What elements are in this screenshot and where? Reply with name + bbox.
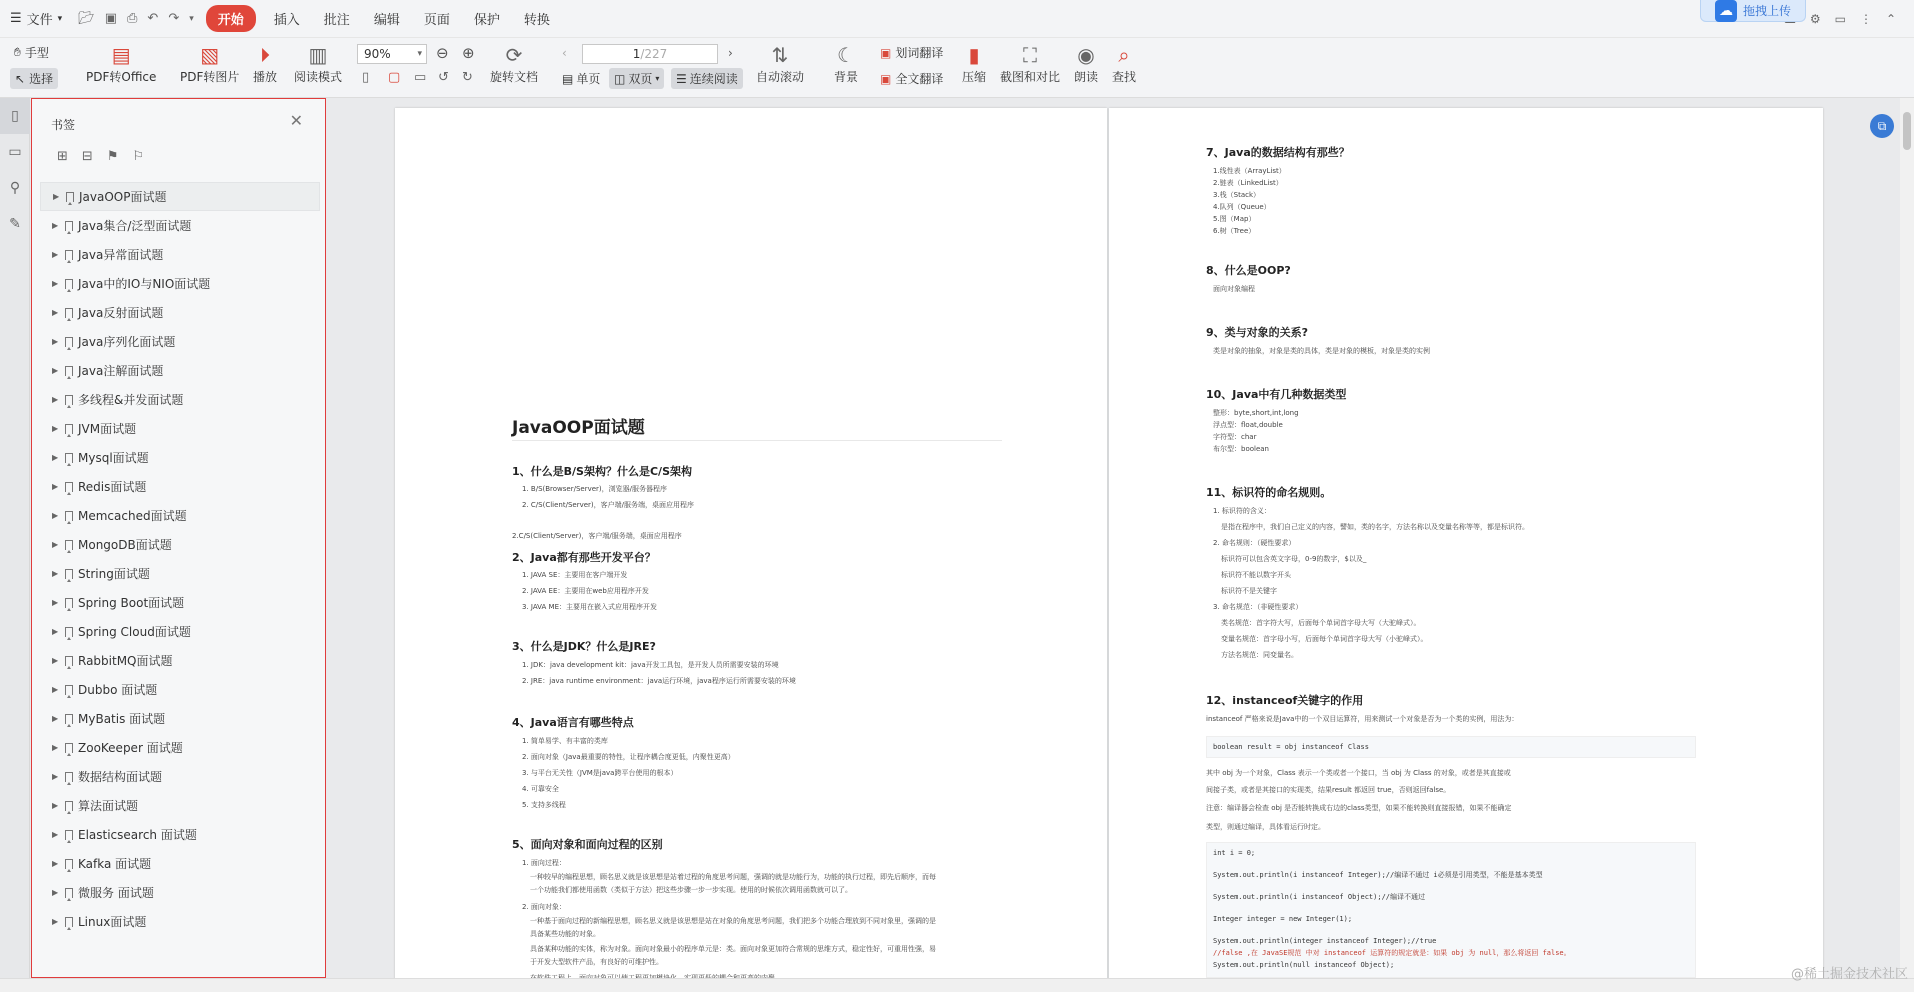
- code-line: int i = 0;: [1213, 849, 1256, 857]
- bookmark-item[interactable]: [40, 385, 320, 414]
- bookmark-label: Java序列化面试题: [78, 335, 176, 349]
- bookmark-item[interactable]: [40, 907, 320, 936]
- bookmark-item[interactable]: [40, 646, 320, 675]
- expand-arrow-icon[interactable]: ▶: [52, 395, 59, 404]
- section-text: 注意：编译器会检查 obj 是否能转换成右边的class类型，如果不能转换则直接报错，如果不能确定: [1206, 804, 1512, 812]
- code-line: Integer integer = new Integer(1);: [1213, 915, 1353, 923]
- status-bar: [0, 978, 1914, 992]
- hamburger-icon: ☰: [10, 11, 22, 26]
- bookmark-item[interactable]: [40, 327, 320, 356]
- rotate-document-label: 旋转文档: [490, 70, 539, 84]
- bookmark-item[interactable]: [40, 443, 320, 472]
- code-line: System.out.println(null instanceof Object);: [1213, 961, 1395, 969]
- bookmark-label: JavaOOP面试题: [79, 190, 167, 204]
- bookmark-label: Java集合/泛型面试题: [78, 219, 192, 233]
- section-text: 一个功能我们都使用函数（类似于方法）把这些步骤一步一步实现。使用的时候依次调用函数就可以了。: [530, 886, 852, 894]
- pdf-to-office-button[interactable]: [86, 42, 156, 85]
- moon-icon: ☾: [837, 43, 855, 67]
- bookmark-flag-icon: [65, 366, 73, 376]
- section-text: 1. B/S(Browser/Server)，浏览器/服务器程序: [522, 485, 668, 493]
- bookmark-item[interactable]: [40, 559, 320, 588]
- section-text: 一种基于面向过程的新编程思想，顾名思义就是该思想是站在对象的角度思考问题，我们把多个功能合理放到不同对象里，强调的是: [530, 917, 936, 925]
- section-text: 类名规范：首字符大写，后面每个单词首字母大写（大驼峰式）。: [1221, 619, 1421, 627]
- scrollbar-thumb[interactable]: [1903, 112, 1911, 150]
- expand-arrow-icon[interactable]: ▶: [52, 656, 59, 665]
- bookmark-label: Kafka 面试题: [78, 857, 152, 871]
- section-text: 一种较早的编程思想，顾名思义就是该思想是站着过程的角度思考问题，强调的就是功能行为，功能的执行过程，即先后顺序，而每: [530, 873, 936, 881]
- full-translate-icon: ▣: [880, 71, 892, 86]
- cloud-upload-icon: ☁: [1715, 0, 1737, 22]
- section-text: 1. JAVA SE：主要用在客户端开发: [522, 571, 628, 579]
- code-line: System.out.println(i instanceof Object);//编译不通过: [1213, 893, 1426, 901]
- section-heading: 5、面向对象和面向过程的区别: [512, 838, 663, 851]
- single-page-label: 单页: [576, 72, 601, 86]
- bookmark-label: Spring Boot面试题: [78, 596, 185, 610]
- bookmark-label: 微服务 面试题: [78, 886, 154, 900]
- bookmark-item[interactable]: [40, 182, 320, 211]
- expand-arrow-icon[interactable]: ▶: [52, 453, 59, 462]
- section-text: 标识符可以包含英文字母，0-9的数字，$以及_: [1221, 555, 1367, 563]
- section-text: 1. 面向过程：: [522, 859, 566, 867]
- bookmark-flag-icon: [65, 598, 73, 608]
- double-page-icon: ◫: [614, 71, 626, 86]
- actual-size-icon[interactable]: ▭: [414, 70, 427, 85]
- read-aloud-button[interactable]: [1074, 42, 1098, 85]
- bookmark-label: Redis面试题: [78, 480, 147, 494]
- bookmark-label: JVM面试题: [78, 422, 137, 436]
- compress-label: 压缩: [962, 70, 987, 84]
- read-aloud-label: 朗读: [1074, 70, 1099, 84]
- bookmark-flag-icon: [65, 453, 73, 463]
- section-heading: 9、类与对象的关系?: [1206, 326, 1309, 339]
- full-translate-label: 全文翻译: [895, 72, 944, 86]
- bookmark-item[interactable]: [40, 733, 320, 762]
- ribbon-toolbar: [0, 38, 1914, 98]
- code-block: [1206, 842, 1696, 978]
- tab-annotate[interactable]: 批注: [323, 13, 350, 28]
- fit-width-icon[interactable]: ▯: [362, 70, 370, 85]
- bookmark-label: Java异常面试题: [78, 248, 164, 262]
- document-page-left: [395, 108, 1107, 983]
- section-text: 于开发大型软件产品，有良好的可维护性。: [530, 958, 663, 966]
- zoom-select[interactable]: [357, 44, 427, 64]
- bookmark-flag-icon: [65, 801, 73, 811]
- fit-page-icon[interactable]: ▢: [388, 70, 401, 85]
- select-tool-button[interactable]: [10, 68, 58, 89]
- section-heading: 4、Java语言有哪些特点: [512, 716, 634, 729]
- chevron-down-icon: ▾: [655, 74, 660, 83]
- save-icon[interactable]: ▣: [104, 11, 118, 26]
- bookmark-item[interactable]: [40, 588, 320, 617]
- auto-scroll-label: 自动滚动: [756, 70, 805, 84]
- compress-icon: ▮: [968, 43, 980, 67]
- expand-arrow-icon[interactable]: ▶: [52, 714, 59, 723]
- watermark: @稀土掘金技术社区: [1790, 967, 1908, 982]
- redo-icon[interactable]: ↷: [168, 11, 180, 26]
- section-text: instanceof 严格来说是Java中的一个双目运算符，用来测试一个对象是否为一个类的实例，用法为：: [1206, 715, 1519, 723]
- bookmark-label: ZooKeeper 面试题: [78, 741, 183, 755]
- section-text: 是指在程序中，我们自己定义的内容，譬如，类的名字，方法名称以及变量名称等等，都是标识符。: [1221, 523, 1529, 531]
- play-icon: ⏵: [260, 43, 270, 67]
- expand-arrow-icon[interactable]: ▶: [52, 627, 59, 636]
- bookmark-flag-icon: [65, 337, 73, 347]
- section-text: 5. 支持多线程: [522, 801, 566, 809]
- single-page-icon: ▤: [562, 71, 574, 86]
- book-icon: ▥: [308, 43, 328, 67]
- bookmark-item[interactable]: [40, 356, 320, 385]
- chevron-down-icon: ▾: [57, 13, 63, 24]
- menu-bar: [0, 0, 1914, 38]
- code-line: //false ,在 JavaSE规范 中对 instanceof 运算符的规定就是：如果 obj 为 null，那么将返回 false。: [1213, 949, 1571, 957]
- expand-arrow-icon[interactable]: ▶: [52, 685, 59, 694]
- tab-page[interactable]: 页面: [423, 13, 450, 28]
- play-label: 播放: [253, 70, 278, 84]
- bookmark-flag-icon: [65, 221, 73, 231]
- bookmark-flag-icon: [65, 714, 73, 724]
- pdf-word-icon: ▤: [111, 43, 131, 67]
- open-icon[interactable]: 📂︎: [78, 11, 95, 26]
- add-bookmark-icon[interactable]: ⚑: [106, 149, 119, 164]
- section-text: 2. JAVA EE：主要用在web应用程序开发: [522, 587, 649, 595]
- section-heading: 12、instanceof关键字的作用: [1206, 694, 1364, 707]
- upload-label: 拖拽上传: [1742, 4, 1791, 18]
- section-text: 1. 标识符的含义：: [1213, 507, 1271, 515]
- code-line: boolean result = obj instanceof Class: [1213, 743, 1369, 751]
- expand-arrow-icon[interactable]: ▶: [52, 279, 59, 288]
- section-text: 1. 简单易学、有丰富的类库: [522, 737, 608, 745]
- section-text: 6.树（Tree）: [1213, 227, 1256, 235]
- bookmark-list: [40, 182, 320, 936]
- section-text: 2.链表（LinkedList）: [1213, 179, 1283, 187]
- bookmark-panel-icon[interactable]: ▯: [0, 98, 30, 134]
- section-text: 类型，则通过编译，具体看运行时定。: [1206, 823, 1325, 831]
- next-page-icon[interactable]: ›: [728, 46, 733, 60]
- continuous-read-button[interactable]: [671, 68, 743, 89]
- bookmark-flag-icon: [66, 192, 74, 202]
- hand-tool-label: 手型: [24, 46, 49, 60]
- bookmark-flag-icon: [65, 279, 73, 289]
- bookmark-label: Dubbo 面试题: [78, 683, 158, 697]
- expand-arrow-icon[interactable]: ▶: [52, 772, 59, 781]
- signature-icon[interactable]: ✎: [9, 216, 21, 232]
- bookmark-label: MongoDB面试题: [78, 538, 172, 552]
- expand-arrow-icon[interactable]: ▶: [52, 540, 59, 549]
- double-page-button[interactable]: [609, 68, 664, 89]
- expand-arrow-icon[interactable]: ▶: [52, 366, 59, 375]
- expand-arrow-icon[interactable]: ▶: [52, 308, 59, 317]
- bookmark-item[interactable]: [40, 414, 320, 443]
- bookmark-item[interactable]: [40, 472, 320, 501]
- file-menu-label: 文件: [26, 13, 53, 28]
- double-page-label: 双页: [628, 72, 653, 86]
- bookmark-label: Linux面试题: [78, 915, 147, 929]
- bookmark-label: 多线程&并发面试题: [78, 393, 184, 407]
- page-total: /227: [640, 47, 668, 61]
- expand-arrow-icon[interactable]: ▶: [52, 888, 59, 897]
- print-icon[interactable]: ⎙: [127, 11, 138, 26]
- title-divider: [512, 440, 1002, 441]
- background-label: 背景: [834, 70, 859, 84]
- bookmark-tools: [57, 149, 144, 164]
- section-text: 字符型：char: [1213, 433, 1257, 441]
- chevron-down-icon: ▾: [417, 49, 422, 59]
- continuous-label: 连续阅读: [689, 72, 738, 86]
- collapse-all-icon[interactable]: ⊟: [81, 149, 93, 164]
- bookmark-flag-icon: [65, 830, 73, 840]
- bookmark-flag-icon: [65, 627, 73, 637]
- section-heading: 8、什么是OOP?: [1206, 264, 1291, 277]
- bookmark-flag-icon: [65, 424, 73, 434]
- expand-arrow-icon[interactable]: ▶: [52, 830, 59, 839]
- section-text: 4. 可靠安全: [522, 785, 559, 793]
- bookmark-label: Java中的IO与NIO面试题: [78, 277, 211, 291]
- prev-page-icon[interactable]: ‹: [562, 46, 567, 60]
- bookmark-item[interactable]: [40, 675, 320, 704]
- screenshot-compare-button[interactable]: [1000, 42, 1060, 85]
- compress-button[interactable]: [962, 42, 986, 85]
- section-text: 类是对象的抽象，对象是类的具体，类是对象的模板，对象是类的实例: [1213, 347, 1430, 355]
- bookmark-flag-icon: [65, 482, 73, 492]
- float-tool-icon[interactable]: ⧉: [1870, 114, 1894, 138]
- read-mode-button[interactable]: [294, 42, 342, 85]
- tab-insert[interactable]: 插入: [273, 13, 300, 28]
- expand-arrow-icon[interactable]: ▶: [52, 598, 59, 607]
- section-text: 3. 命名规范：（非硬性要求）: [1213, 603, 1303, 611]
- translate-icon: ▣: [880, 45, 892, 60]
- expand-arrow-icon[interactable]: ▶: [52, 250, 59, 259]
- section-text: 标识符不是关键字: [1221, 587, 1277, 595]
- hand-tool-button[interactable]: [14, 44, 49, 61]
- bookmark-item[interactable]: [40, 501, 320, 530]
- search-icon: ⌕: [1118, 43, 1130, 67]
- expand-arrow-icon[interactable]: ▶: [52, 743, 59, 752]
- pdf-to-image-button[interactable]: [180, 42, 239, 85]
- section-text: 2. 面向对象：: [522, 903, 566, 911]
- document-page-right: [1109, 108, 1823, 983]
- bookmark-panel: [31, 98, 326, 978]
- bookmark-item[interactable]: [40, 791, 320, 820]
- section-text: 3.栈（Stack）: [1213, 191, 1261, 199]
- expand-all-icon[interactable]: ⊞: [57, 149, 68, 164]
- attachment-icon[interactable]: ⚲: [9, 180, 21, 196]
- more-vertical-icon[interactable]: ⋮: [1859, 12, 1872, 26]
- screenshot-icon: ⛶: [1023, 43, 1037, 67]
- close-icon[interactable]: ✕: [289, 111, 303, 130]
- section-text: 方法名规范：同变量名。: [1221, 651, 1298, 659]
- section-heading: 7、Java的数据结构有那些？: [1206, 146, 1350, 159]
- bookmark-item[interactable]: [40, 617, 320, 646]
- bookmark-flag-icon: [65, 308, 73, 318]
- page-number-input[interactable]: [582, 44, 718, 64]
- collapse-icon[interactable]: ⌃: [1885, 12, 1896, 26]
- panel-title: 书签: [51, 118, 76, 132]
- section-text: 1.线性表（ArrayList）: [1213, 167, 1286, 175]
- bookmark-item[interactable]: [40, 849, 320, 878]
- section-text: 2. JRE：java runtime environment：java运行环境，java程序运行所需要安装的环境: [522, 677, 796, 685]
- undo-icon[interactable]: ↶: [147, 11, 159, 26]
- bookmark-item[interactable]: [40, 762, 320, 791]
- bookmark-flag-icon: [65, 685, 73, 695]
- section-text: 具备某些功能的对象。: [530, 930, 600, 938]
- bookmark-item[interactable]: [40, 878, 320, 907]
- bookmark-label: Java反射面试题: [78, 306, 164, 320]
- bookmark-label: String面试题: [78, 567, 150, 581]
- code-block: [1206, 736, 1696, 758]
- bookmark-flag-icon: [65, 250, 73, 260]
- bookmark-flag-icon: [65, 888, 73, 898]
- pdf-to-office-label: PDF转Office: [86, 70, 157, 84]
- expand-arrow-icon[interactable]: ▶: [52, 511, 59, 520]
- continuous-icon: ☰: [676, 71, 687, 86]
- pdf-to-image-label: PDF转图片: [180, 70, 240, 84]
- tab-protect[interactable]: 保护: [473, 13, 500, 28]
- zoom-in-icon[interactable]: ⊕: [462, 44, 475, 62]
- bookmark-flag-icon: [65, 859, 73, 869]
- auto-scroll-button[interactable]: [756, 42, 804, 85]
- bookmark-label: Elasticsearch 面试题: [78, 828, 197, 842]
- background-button[interactable]: [834, 42, 858, 85]
- page-current: 1: [632, 47, 641, 61]
- section-text: 间接子类，或者是其接口的实现类，结果result 都返回 true，否则返回false。: [1206, 786, 1451, 794]
- single-page-button[interactable]: [557, 68, 605, 89]
- section-heading: 1、什么是B/S架构？什么是C/S架构: [512, 465, 692, 478]
- zoom-out-icon[interactable]: ⊖: [436, 44, 449, 62]
- expand-arrow-icon[interactable]: ▶: [53, 192, 60, 201]
- section-text: 2.C/S(Client/Server)，客户端/服务端，桌面应用程序: [512, 532, 682, 540]
- expand-arrow-icon[interactable]: ▶: [52, 801, 59, 810]
- section-text: 2. 命名规则：（硬性要求）: [1213, 539, 1296, 547]
- expand-arrow-icon[interactable]: ▶: [52, 221, 59, 230]
- rotate-left-icon[interactable]: ↺: [438, 70, 449, 85]
- bookmark-flag-icon: [65, 656, 73, 666]
- section-text: 4.队列（Queue）: [1213, 203, 1271, 211]
- rotate-right-icon[interactable]: ↻: [462, 70, 473, 85]
- document-viewer[interactable]: [327, 98, 1914, 978]
- section-text: 5.图（Map）: [1213, 215, 1256, 223]
- section-heading: 10、Java中有几种数据类型: [1206, 388, 1347, 401]
- bookmark-item[interactable]: [40, 298, 320, 327]
- expand-arrow-icon[interactable]: ▶: [52, 482, 59, 491]
- expand-arrow-icon[interactable]: ▶: [52, 424, 59, 433]
- section-text: 2. C/S(Client/Server)，客户端/服务端，桌面应用程序: [522, 501, 694, 509]
- screenshot-label: 截图和对比: [1000, 70, 1061, 84]
- select-tool-label: 选择: [29, 72, 54, 86]
- bookmark-flag-icon: [65, 917, 73, 927]
- bookmark-flag-icon: [65, 569, 73, 579]
- quick-access: [72, 11, 200, 26]
- bookmark-flag-icon: [65, 395, 73, 405]
- side-rail: [0, 98, 30, 992]
- bookmark-item[interactable]: [40, 269, 320, 298]
- section-text: 布尔型：boolean: [1213, 445, 1269, 453]
- tab-start[interactable]: 开始: [206, 5, 256, 32]
- upload-button[interactable]: [1700, 0, 1806, 22]
- find-label: 查找: [1112, 70, 1137, 84]
- play-button[interactable]: [253, 42, 277, 85]
- section-heading: 2、Java都有那些开发平台？: [512, 551, 656, 564]
- section-text: 3. JAVA ME：主要用在嵌入式应用程序开发: [522, 603, 658, 611]
- hand-icon: ✋︎: [14, 45, 21, 59]
- section-heading: 11、标识符的命名规则。: [1206, 486, 1332, 499]
- expand-arrow-icon[interactable]: ▶: [52, 569, 59, 578]
- bookmark-settings-icon[interactable]: ⚐: [132, 149, 145, 164]
- bookmark-label: Memcached面试题: [78, 509, 187, 523]
- read-mode-label: 阅读模式: [294, 70, 343, 84]
- bookmark-item[interactable]: [40, 240, 320, 269]
- bookmark-flag-icon: [65, 743, 73, 753]
- vertical-scrollbar[interactable]: [1900, 98, 1914, 978]
- auto-scroll-icon: ⇅: [771, 43, 789, 67]
- bookmark-item[interactable]: [40, 530, 320, 559]
- section-text: 标识符不能以数字开头: [1221, 571, 1291, 579]
- word-translate-label: 划词翻译: [895, 46, 944, 60]
- bookmark-label: MyBatis 面试题: [78, 712, 166, 726]
- bookmark-label: Java注解面试题: [78, 364, 164, 378]
- pdf-image-icon: ▧: [200, 43, 220, 67]
- section-text: 整形：byte,short,int,long: [1213, 409, 1299, 417]
- section-text: 面向对象编程: [1213, 285, 1255, 293]
- bookmark-label: Spring Cloud面试题: [78, 625, 191, 639]
- rotate-document-icon: ⟳: [505, 43, 523, 67]
- thumbnail-panel-icon[interactable]: ▭: [8, 144, 22, 160]
- bookmark-label: 算法面试题: [78, 799, 139, 813]
- tab-edit[interactable]: 编辑: [373, 13, 400, 28]
- section-text: 其中 obj 为一个对象，Class 表示一个类或者一个接口，当 obj 为 Class 的对象，或者是其直接或: [1206, 769, 1511, 777]
- section-text: 3. 与平台无关性（JVM是java跨平台使用的根本）: [522, 769, 678, 777]
- code-line: System.out.println(integer instanceof Integer);//true: [1213, 937, 1437, 945]
- section-text: 具备某种功能的实体，称为对象。面向对象最小的程序单元是：类。面向对象更加符合常规的思维方式，稳定性好，可重用性强，易: [530, 945, 936, 953]
- gear-icon[interactable]: ⚙: [1809, 12, 1821, 26]
- bookmark-label: Mysql面试题: [78, 451, 149, 465]
- bookmark-label: RabbitMQ面试题: [78, 654, 173, 668]
- speaker-icon: ◉: [1077, 43, 1095, 67]
- file-menu[interactable]: [0, 0, 72, 37]
- document-title: JavaOOP面试题: [512, 418, 645, 438]
- bookmark-item[interactable]: [40, 820, 320, 849]
- section-text: 变量名规范：首字母小写，后面每个单词首字母大写（小驼峰式）。: [1221, 635, 1428, 643]
- bookmark-item[interactable]: [40, 211, 320, 240]
- code-line: System.out.println(i instanceof Integer);//编译不通过 i必须是引用类型，不能是基本类型: [1213, 871, 1543, 879]
- section-text: 1. JDK：java development kit：java开发工具包，是开发人员所需要安装的环境: [522, 661, 779, 669]
- more-icon[interactable]: ▾: [189, 13, 194, 24]
- bookmark-flag-icon: [65, 772, 73, 782]
- rotate-document-button[interactable]: [490, 42, 538, 85]
- cursor-icon: ↖: [15, 71, 26, 86]
- bookmark-item[interactable]: [40, 704, 320, 733]
- zoom-value: 90%: [364, 47, 391, 61]
- chat-icon[interactable]: ▭: [1834, 12, 1846, 26]
- find-button[interactable]: [1112, 42, 1136, 85]
- bookmark-label: 数据结构面试题: [78, 770, 163, 784]
- bookmark-flag-icon: [65, 511, 73, 521]
- full-translate-button[interactable]: [880, 70, 943, 87]
- section-text: 2. 面向对象（Java最重要的特性，让程序耦合度更低，内聚性更高）: [522, 753, 735, 761]
- expand-arrow-icon[interactable]: ▶: [52, 859, 59, 868]
- expand-arrow-icon[interactable]: ▶: [52, 337, 59, 346]
- section-text: 浮点型：float,double: [1213, 421, 1283, 429]
- bookmark-flag-icon: [65, 540, 73, 550]
- word-translate-button[interactable]: [880, 44, 943, 61]
- section-heading: 3、什么是JDK？什么是JRE?: [512, 640, 656, 653]
- expand-arrow-icon[interactable]: ▶: [52, 917, 59, 926]
- tab-convert[interactable]: 转换: [523, 13, 550, 28]
